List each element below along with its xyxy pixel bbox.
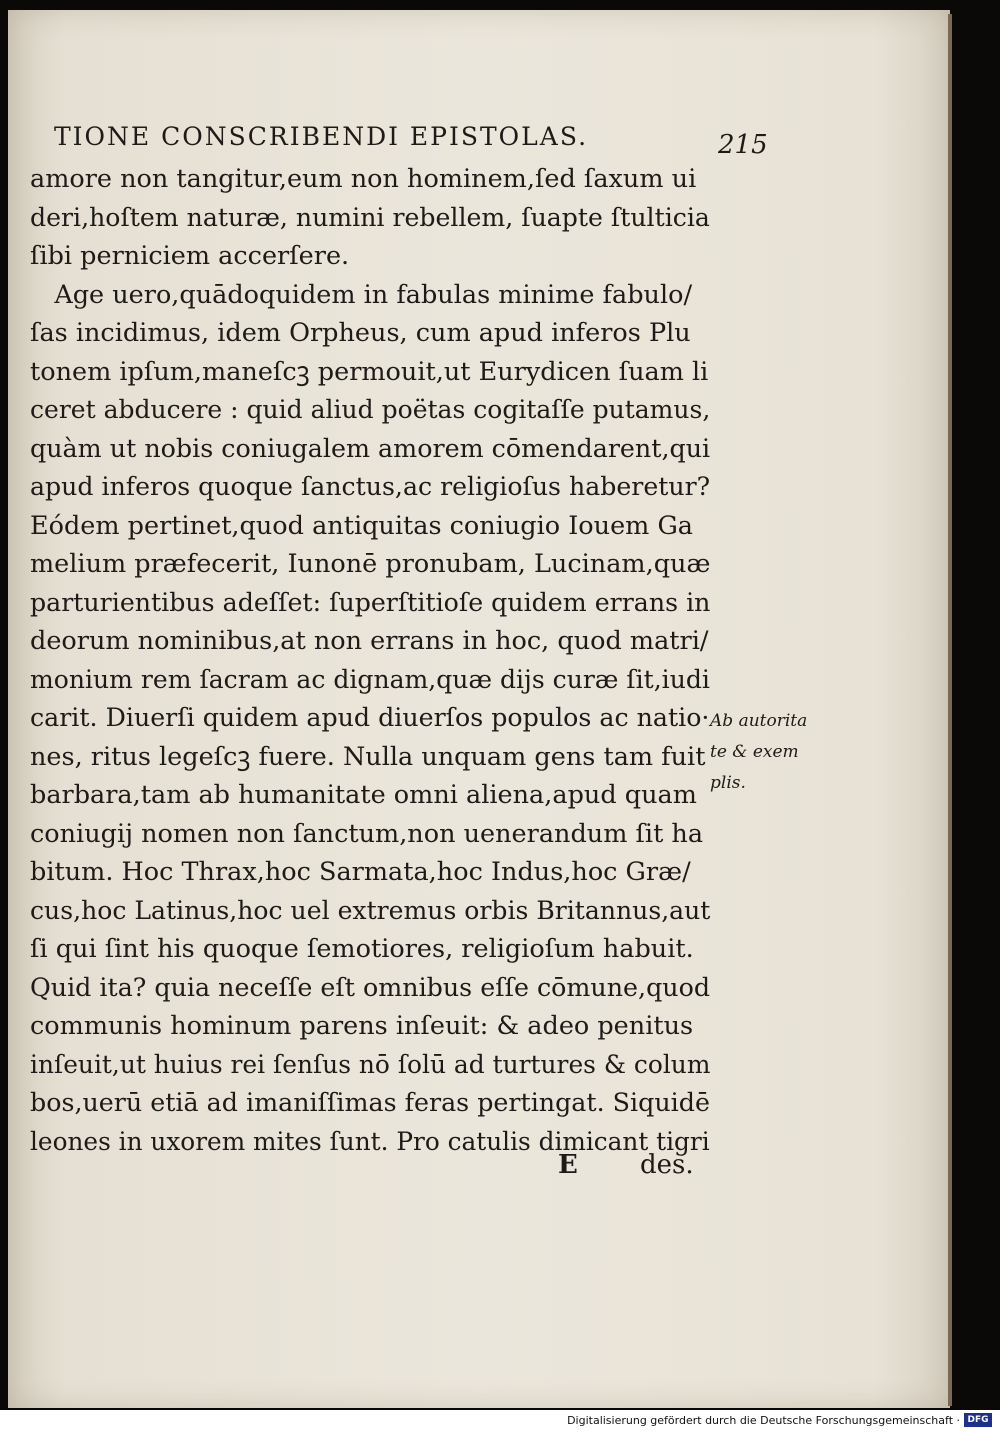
- dfg-logo: DFG: [964, 1413, 992, 1427]
- text-line: leones in uxorem mites ſunt. Pro catulis dimicant tigri: [30, 1126, 710, 1157]
- page-foot: [30, 1150, 710, 1188]
- marginal-note-line: Ab autorita: [710, 711, 808, 731]
- text-line: Eódem pertinet,quod antiquitas coniugio Iouem Ga: [30, 510, 694, 541]
- text-line: Quid ita? quia neceſſe eſt omnibus eſſe cōmune,quod: [30, 972, 711, 1003]
- marginal-note-line: te & exem: [710, 742, 799, 762]
- text-line: bos,uerū etiā ad imaniſſimas feras pertingat. Siquidē: [30, 1088, 710, 1118]
- text-line: Age uero,quādoquidem in fabulas minime fabulo/: [30, 279, 693, 310]
- text-line: barbara,tam ab humanitate omni aliena,apud quam: [30, 780, 697, 810]
- text-line: quàm ut nobis coniugalem amorem cōmendarent,qui: [30, 433, 711, 464]
- text-line: parturientibus adeſſet: ſuperſtitioſe quidem errans in: [30, 587, 711, 618]
- funding-credit: Digitalisierung gefördert durch die Deutsche Forschungsgemeinschaft ·: [567, 1414, 960, 1427]
- page-edge: [948, 14, 952, 1406]
- text-line: communis hominum parens inſeuit: & adeo penitus: [30, 1011, 694, 1041]
- marginal-note-line: plis.: [710, 773, 746, 793]
- text-line: nes, ritus legeſcꝫ fuere. Nulla unquam gens tam fuit: [30, 741, 706, 772]
- text-line: carit. Diuerſi quidem apud diuerſos populos ac natio·: [30, 703, 710, 733]
- body-text: [30, 160, 710, 1161]
- catchword: des.: [640, 1150, 694, 1180]
- folio-number: 215: [718, 130, 768, 160]
- marginal-note: [710, 706, 807, 799]
- text-line: ſas incidimus, idem Orpheus, cum apud inferos Plu: [30, 318, 691, 348]
- text-line: amore non tangitur,eum non hominem,ſed ſaxum ui: [30, 164, 697, 194]
- text-line: bitum. Hoc Thrax,hoc Sarmata,hoc Indus,hoc Græ/: [30, 857, 691, 887]
- running-title: TIONE CONSCRIBENDI EPISTOLAS.: [54, 122, 589, 151]
- text-line: tonem ipſum,maneſcꝫ permouit,ut Eurydicen ſuam li: [30, 356, 709, 387]
- text-line: deri,hoſtem naturæ, numini rebellem, ſuapte ſtulticia: [30, 202, 710, 233]
- text-line: ſibi perniciem accerſere.: [30, 241, 350, 271]
- text-line: melium præfecerit, Iunonē pronubam, Lucinam,quæ: [30, 549, 711, 579]
- text-line: ſi qui ſint his quoque ſemotiores, religioſum habuit.: [30, 934, 694, 964]
- text-line: apud inferos quoque ſanctus,ac religioſus haberetur?: [30, 472, 711, 502]
- text-line: cus,hoc Latinus,hoc uel extremus orbis Britannus,aut: [30, 895, 711, 926]
- text-line: ceret abducere : quid aliud poëtas cogitaſſe putamus,: [30, 395, 711, 425]
- text-line: inſeuit,ut huius rei ſenſus nō ſolū ad turtures & colum: [30, 1049, 711, 1080]
- signature-mark: E: [558, 1150, 578, 1180]
- text-line: coniugij nomen non ſanctum,non uenerandum ſit ha: [30, 818, 704, 849]
- text-line: deorum nominibus,at non errans in hoc, quod matri/: [30, 626, 709, 656]
- text-line: monium rem ſacram ac dignam,quæ dijs curæ ſit,iudi: [30, 664, 710, 695]
